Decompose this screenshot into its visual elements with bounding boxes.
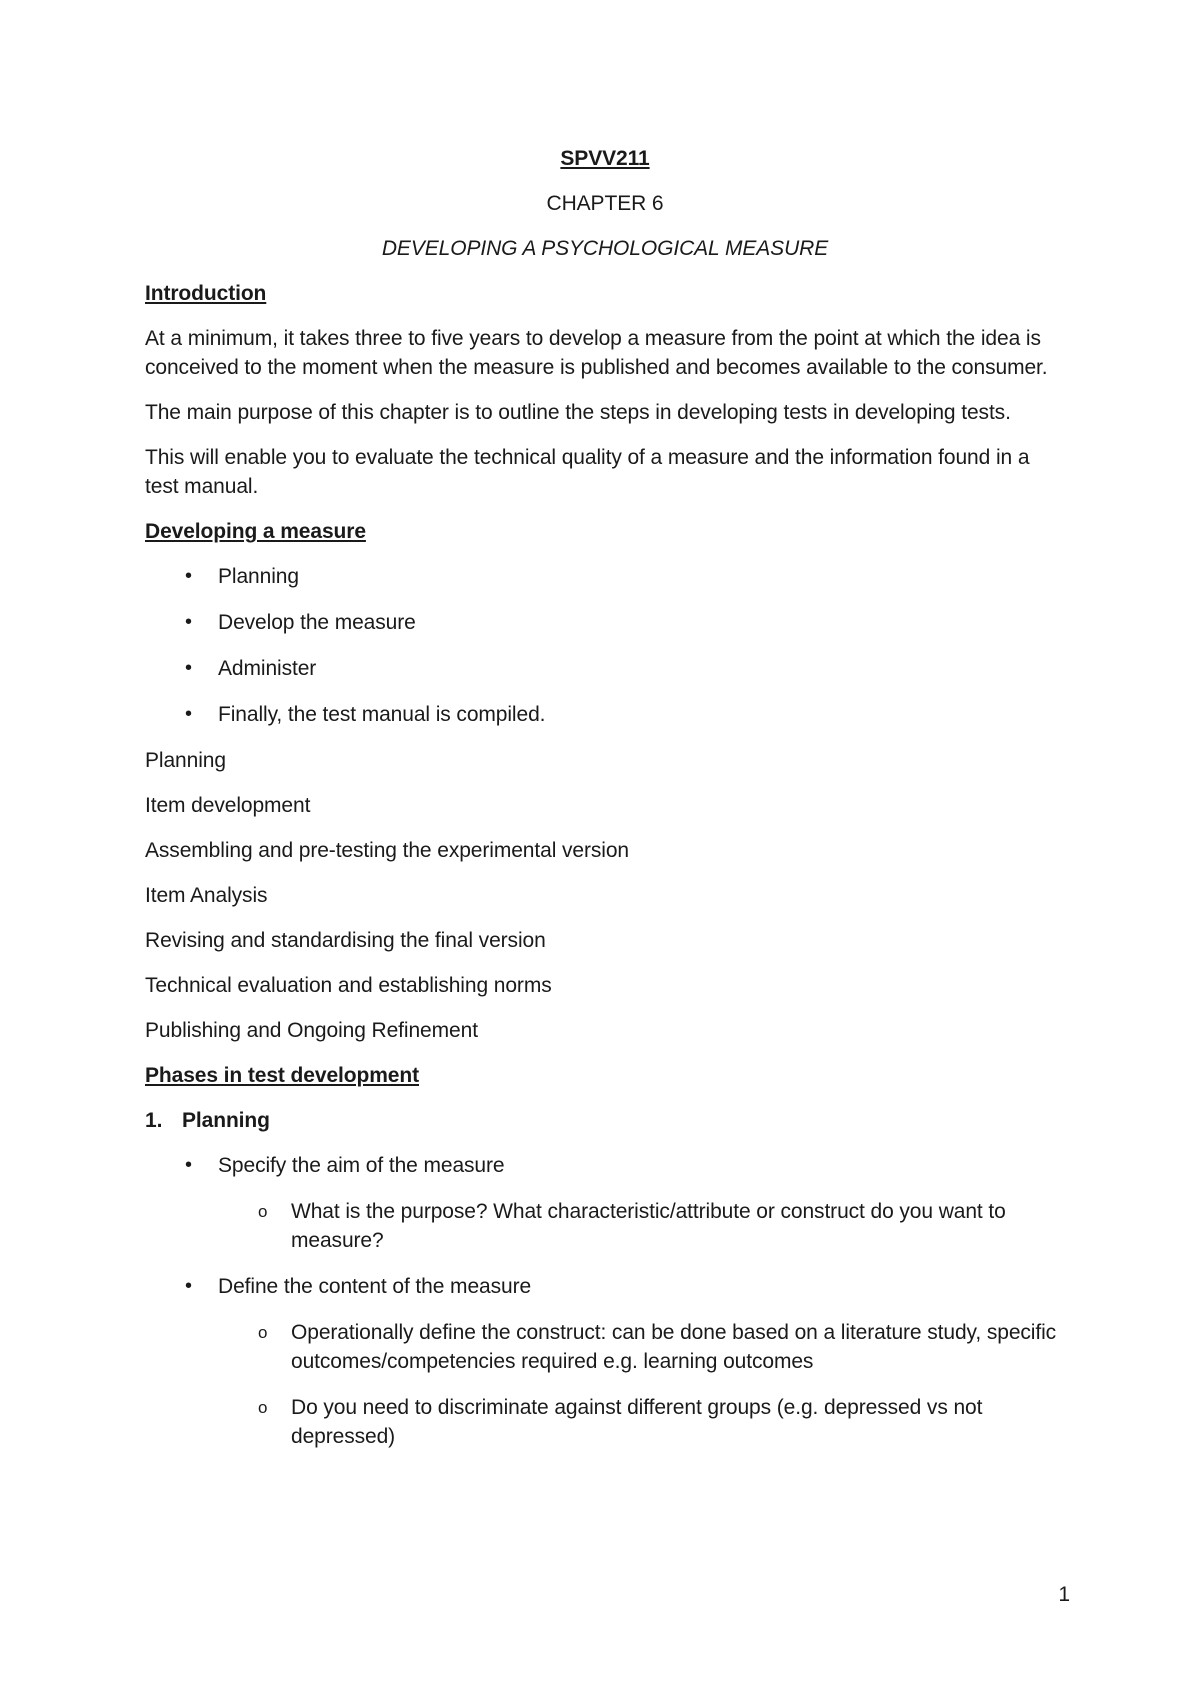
section-heading-introduction: Introduction bbox=[145, 282, 267, 305]
step-line: Assembling and pre-testing the experimental version bbox=[145, 839, 629, 862]
section-heading-developing: Developing a measure bbox=[145, 520, 366, 543]
phase-title: Planning bbox=[182, 1109, 270, 1132]
intro-paragraph: This will enable you to evaluate the technical quality of a measure and the information found in a test manual. bbox=[145, 446, 1030, 498]
step-line: Item Analysis bbox=[145, 884, 268, 907]
chapter-label: CHAPTER 6 bbox=[546, 192, 664, 215]
step-line: Technical evaluation and establishing norms bbox=[145, 974, 552, 997]
phase-heading bbox=[145, 1106, 1065, 1135]
document-body bbox=[145, 144, 1065, 1468]
bullet-item: • Finally, the test manual is compiled. bbox=[145, 700, 1065, 729]
sub-bullet-item: o What is the purpose? What characteristic/attribute or construct do you want to measure? bbox=[145, 1197, 1065, 1255]
intro-paragraph: At a minimum, it takes three to five years to develop a measure from the point at which the idea is conceived to the moment when the measure is published and becomes available to the consumer. bbox=[145, 327, 1048, 379]
sub-bullet-list bbox=[145, 1318, 1065, 1451]
phase-bullet-list bbox=[145, 1151, 1065, 1180]
sub-bullet-item: o Do you need to discriminate against different groups (e.g. depressed vs not depressed) bbox=[145, 1393, 1065, 1451]
phase-bullet-list bbox=[145, 1272, 1065, 1301]
page-number: 1 bbox=[1058, 1583, 1070, 1606]
bullet-item: • Planning bbox=[145, 562, 1065, 591]
intro-paragraph: The main purpose of this chapter is to outline the steps in developing tests in developing tests. bbox=[145, 401, 1011, 424]
sub-bullet-list bbox=[145, 1197, 1065, 1255]
chapter-title: DEVELOPING A PSYCHOLOGICAL MEASURE bbox=[381, 237, 829, 260]
bullet-item: • Administer bbox=[145, 654, 1065, 683]
step-line: Publishing and Ongoing Refinement bbox=[145, 1019, 478, 1042]
bullet-item: • Define the content of the measure bbox=[145, 1272, 1065, 1301]
section-heading-phases: Phases in test development bbox=[145, 1064, 419, 1087]
step-line: Planning bbox=[145, 749, 226, 772]
step-line: Item development bbox=[145, 794, 311, 817]
course-code: SPVV211 bbox=[560, 147, 650, 170]
developing-bullet-list bbox=[145, 562, 1065, 729]
sub-bullet-item: o Operationally define the construct: can be done based on a literature study, specific outcomes/competencies required e.g. learning outcomes bbox=[145, 1318, 1065, 1376]
bullet-item: • Develop the measure bbox=[145, 608, 1065, 637]
phase-number: 1. bbox=[145, 1109, 163, 1132]
step-line: Revising and standardising the final version bbox=[145, 929, 546, 952]
bullet-item: • Specify the aim of the measure bbox=[145, 1151, 1065, 1180]
